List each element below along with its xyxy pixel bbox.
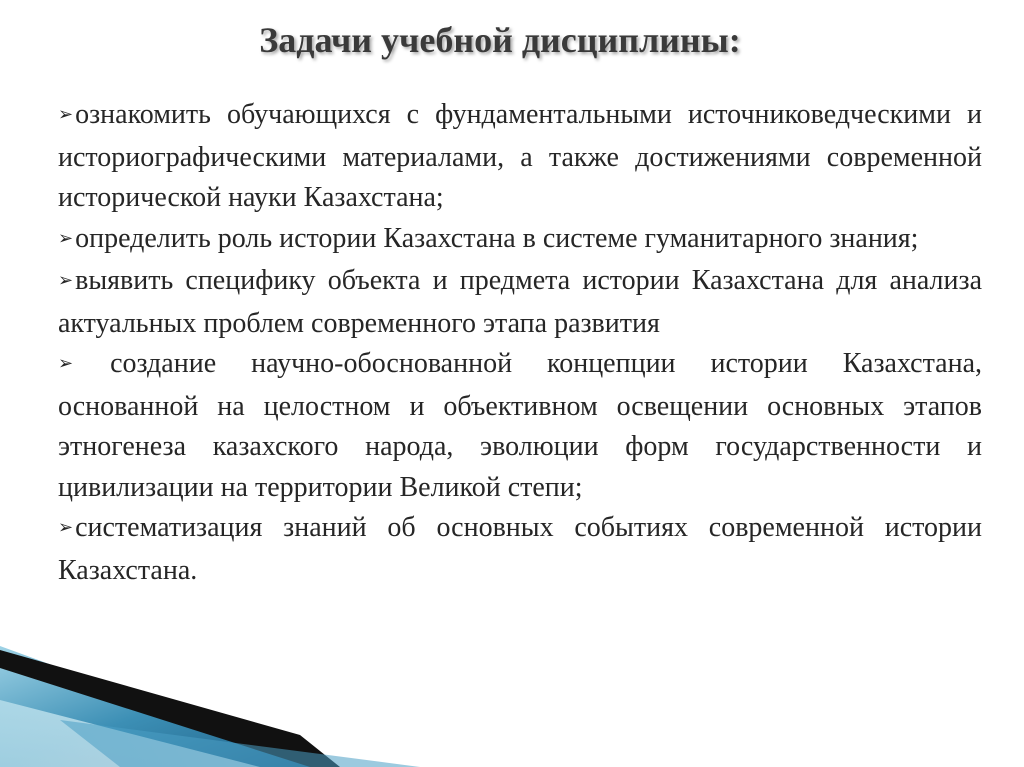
task-text: систематизация знаний об основных событиях современной истории Казахстана. — [58, 512, 982, 586]
arrowhead-bullet-icon: ➢ — [58, 227, 74, 248]
corner-light-band — [0, 700, 260, 767]
task-text: создание научно-обоснованной концепции истории Казахстана, основанной на целостном и объективном освещении основных этапов этногенеза казахского народа, эволюции форм государственности и цивилизации на территории Великой степи; — [58, 348, 982, 503]
task-item — [58, 95, 982, 219]
corner-blue-wedge — [0, 646, 330, 767]
corner-dark-stripe — [0, 650, 340, 767]
task-list — [58, 95, 982, 591]
task-item — [58, 344, 982, 508]
arrowhead-bullet-icon: ➢ — [58, 517, 74, 537]
task-text: выявить специфику объекта и предмета истории Казахстана для анализа актуальных проблем современного этапа развития — [58, 265, 982, 339]
task-text: ознакомить обучающихся с фундаментальными источниковедческими и историографическими материалами, а также достижениями современной исторической науки Казахстана; — [58, 99, 982, 213]
corner-mid-band — [60, 720, 420, 767]
task-item — [58, 508, 982, 591]
task-text: определить роль истории Казахстана в системе гуманитарного знания; — [75, 222, 919, 254]
task-item — [58, 261, 982, 344]
task-item — [58, 219, 982, 262]
arrowhead-bullet-icon: ➢ — [58, 104, 74, 124]
arrowhead-bullet-icon: ➢ — [58, 353, 74, 373]
arrowhead-bullet-icon: ➢ — [58, 270, 74, 290]
slide-title: Задачи учебной дисциплины: — [259, 20, 741, 60]
